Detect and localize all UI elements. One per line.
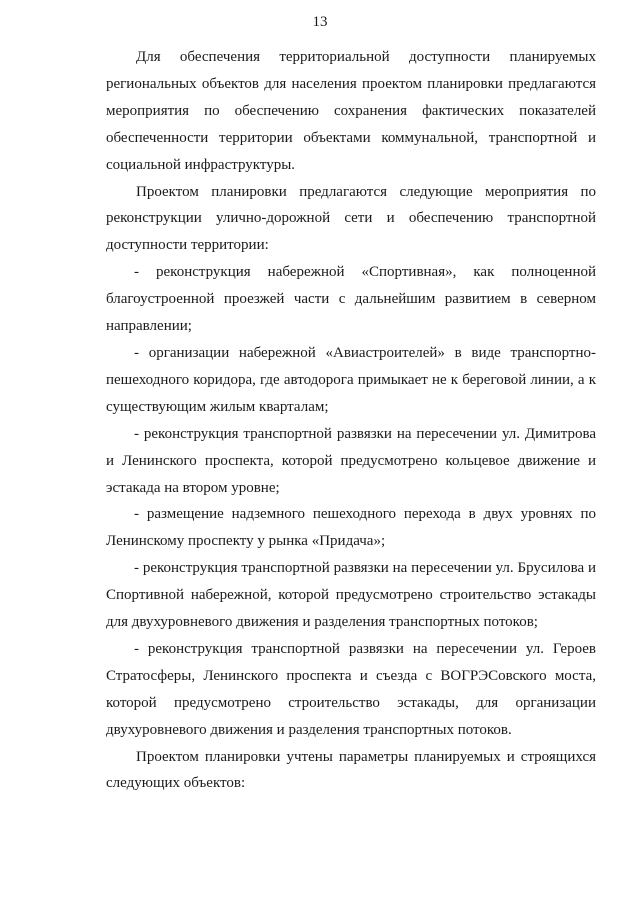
paragraph-measures-intro: Проектом планировки предлагаются следующие мероприятия по реконструкции улично-дорожной сети и обеспечению транспортной доступности территории: [106,183,596,254]
paragraph-intro: Для обеспечения территориальной доступности планируемых региональных объектов для населения проектом планировки предлагаются мероприятия по обеспечению сохранения фактических показателей обеспеченности территории объектами коммунальной, транспортной и социальной инфраструктуры. [106,49,596,173]
paragraph-objects-intro: Проектом планировки учтены параметры планируемых и строящихся следующих объектов: [106,748,596,792]
list-item-dimitrova: - реконструкция транспортной развязки на пересечении ул. Димитрова и Ленинского проспекта, которой предусмотрено кольцевое движение и эстакада на втором уровне; [106,425,596,496]
list-item-brusilova: - реконструкция транспортной развязки на пересечении ул. Брусилова и Спортивной набережной, которой предусмотрено строительство эстакады для двухуровневого движения и разделения транспортных потоков; [106,560,596,631]
list-item-aviastroiteley: - организации набережной «Авиастроителей» в виде транспортно-пешеходного коридора, где автодорога примыкает не к береговой линии, а к существующим жилым кварталам; [106,344,596,415]
list-item-sportivnaya: - реконструкция набережной «Спортивная», как полноценной благоустроенной проезжей части с дальнейшим развитием в северном направлении; [106,264,596,335]
body-text [106,44,596,797]
list-item-pridacha: - размещение надземного пешеходного перехода в двух уровнях по Ленинскому проспекту у рынка «Придача»; [106,506,596,550]
page-number: 13 [312,14,328,30]
list-item-geroev-stratosfery: - реконструкция транспортной развязки на пересечении ул. Героев Стратосферы, Ленинского проспекта и съезда с ВОГРЭСовского моста, которой предусмотрено строительство эстакады, для организации двухуровневого движения и разделения транспортных потоков. [106,640,596,738]
